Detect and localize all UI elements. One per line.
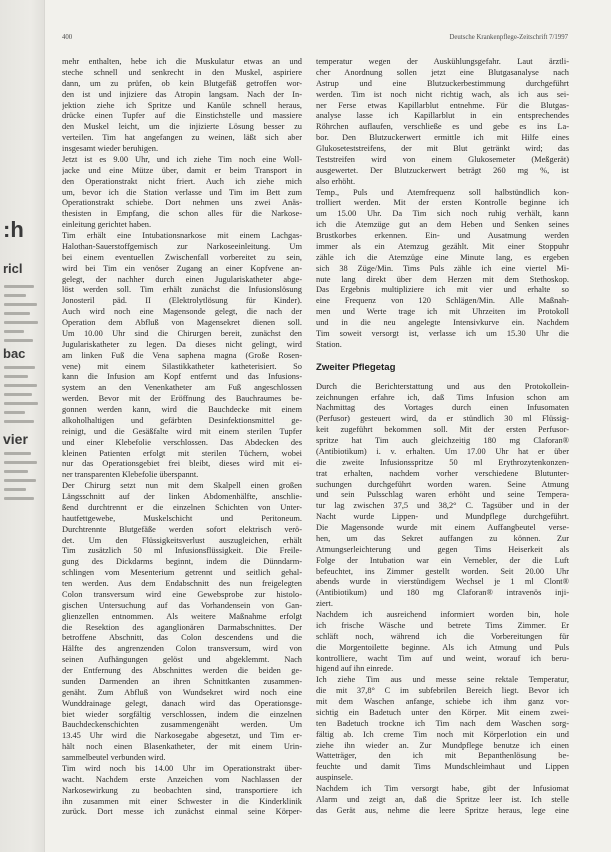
text-line: Teststreifen wird von einem Glukosemeter (Meßgerät) <box>316 154 569 164</box>
text-line: ziehe ihn wieder an. Zur Mundpflege benutze ich einen <box>316 740 569 750</box>
text-line: spritze hat Tim auch gleichzeitig 180 mg Claforan® <box>316 436 569 445</box>
text-line: higend auf ihn einrede. <box>316 664 394 674</box>
text-line: ich frische Wäsche und betrete Tims Zimmer. Er <box>316 620 569 630</box>
edge-text-line <box>4 461 37 464</box>
text-line: ausgewertet. Der Blutzuckerwert beträgt 260 mg %, ist <box>316 165 569 175</box>
text-line: seinen Aufhängungen gelöst und abgeklemmt. Nach <box>62 655 302 665</box>
text-line: löst werden soll. Tim erhält zunächst die Infusionslösung <box>62 285 302 295</box>
text-line: bei einem eventuellen Zwischenfall vorbereitet zu sein, <box>62 252 302 262</box>
text-line: fältig ab. Ich creme Tim noch mit Körperlotion ein und <box>316 729 569 739</box>
edge-text-fragment: ricl <box>3 261 23 276</box>
text-line: Halothan-Sauerstoffgemisch zur Narkoseeinleitung. Um <box>62 241 302 251</box>
text-line: drücke einen Tupfer auf die Einstichstelle und massiere <box>62 111 302 121</box>
edge-text-line <box>4 330 24 333</box>
edge-text-line <box>4 321 38 324</box>
text-line: Nachdem ich Tim versorgt habe, gibt der Infusiomat <box>316 784 569 793</box>
text-line: und einer Klebefolie verschlossen. Das Abdecken des <box>62 437 302 447</box>
edge-text-line <box>4 375 28 378</box>
section-heading: Zweiter Pflegetag <box>316 361 396 373</box>
text-line: (Antibiotikum) i. v. erhalten. Um 17.00 Uhr hat er über <box>316 446 569 456</box>
text-line: die Resektion des aganglionären Darmabschnittes. Der <box>62 622 302 632</box>
text-line: nur das Operationsgebiet frei bleibt, dieses wird mit ei- <box>62 459 302 469</box>
text-line: Tim zusätzlich 50 ml Infusionsflüssigkeit. Die Freile- <box>62 546 302 556</box>
paragraph <box>62 155 302 231</box>
text-line: sichtig ein Badetuch unter den Körper. Mit einem zwei- <box>316 707 569 717</box>
text-line: 13.45 Uhr wird die Narkosegabe abgesetzt, und Tim er- <box>62 731 302 741</box>
paragraph <box>62 481 302 764</box>
text-line: der Entfernung des Abschnittes werden die beiden ge- <box>62 666 302 675</box>
text-line: hen, um das Sekret auffangen zu können. Zur <box>316 533 569 543</box>
text-line: alkoholhaltigen und gefärbten Desinfektionsmittel ge- <box>62 415 302 425</box>
text-line: die mit 37,8° C im subfebrilen Bereich liegt. Bevor ich <box>316 686 569 696</box>
text-line: Ich ziehe Tim aus und messe seine rektale Temperatur, <box>316 675 569 685</box>
text-line: die zweite Infusionsspritze 50 ml Erythrozytenkonzen- <box>316 457 569 467</box>
text-line: eine Frequenz von 120 Schlägen/Min. Alle Maßnah- <box>316 296 569 306</box>
text-line: das Gerät aus, nehme die leere Spritze heraus, lege eine <box>316 805 569 815</box>
text-line: system an den Venenkatheter am Fuß angeschlossen <box>62 383 302 393</box>
text-line: Die Magensonde wurde mit einem Auffangbeutel verse- <box>316 523 569 532</box>
text-line: auspinsele. <box>316 773 353 783</box>
text-line: gung des Dickdarms beginnt, indem die Dünndarm- <box>62 557 302 567</box>
text-line: insgesamt wieder beruhigen. <box>62 144 159 153</box>
edge-text-line <box>4 470 28 473</box>
text-line: keit zugeführt bekommen soll. Mit der ersten Perfusor- <box>316 425 569 435</box>
text-line: Röhrchen auflaufen, verschließe es und gebe es ins La- <box>316 122 569 132</box>
text-line: ten werden. Aus dem Endabschnitt des nun freigelegten <box>62 579 302 588</box>
text-line: betroffene Abschnitt, das Colon descendens und die <box>62 633 302 643</box>
text-line: immer als ein Atemzug gezählt. Mit einer Stoppuhr <box>316 241 569 251</box>
text-line: um, bevor ich die Station verlasse und Tim im Bett zum <box>62 187 302 197</box>
paragraph <box>316 57 569 188</box>
text-line: abends wurde in vierstündigem Wechsel je 1 ml Clont® <box>316 577 569 587</box>
text-line: kontrolliere, wacht Tim auf und weint, worauf ich beru- <box>316 653 569 663</box>
text-line: ner transparenten Klebefolie überspannt. <box>62 470 199 480</box>
text-line: reinigt, und die Gesäßfalte wird mit einem sterilen Tupfer <box>62 426 302 436</box>
edge-text-fragment: bac <box>3 346 26 361</box>
text-line: trat erhalten, nachdem vorher verschiedene Blutunter- <box>316 468 569 478</box>
journal-title: Deutsche Krankenpflege-Zeitschrift 7/1997 <box>449 34 568 41</box>
text-line: und sein Pulsschlag waren erhöht und seine Tempera- <box>316 490 569 500</box>
text-line: Jetzt ist es 9.00 Uhr, und ich ziehe Tim noch eine Woll- <box>62 154 302 164</box>
text-line: Atmungserleichterung und gegen Tims Heiserkeit als <box>316 544 569 554</box>
edge-text-line <box>4 497 34 500</box>
text-line: cher Anordnung sollen jetzt eine Blutgasanalyse nach <box>316 67 569 77</box>
text-line: Hälfte des angrenzenden Colon transversum, wird von <box>62 644 302 654</box>
edge-text-fragment: vier <box>3 431 28 447</box>
text-line: ich die Atemzüge gut an dem Heben und Senken seines <box>316 220 569 230</box>
text-line: Watteträger, den ich mit Bepanthenlösung be- <box>316 751 569 761</box>
adjacent-page-edge <box>0 0 45 852</box>
text-line: Operation dem Abfluß von Magensekret dienen soll. <box>62 318 302 327</box>
text-line: Narkosewirkung zu beobachten sind, transportiere ich <box>62 785 302 795</box>
edge-text-line <box>4 285 34 288</box>
text-line: und in die neu angelegte Intensivkurve ein. Nachdem <box>316 318 569 327</box>
text-line: Tim soweit versorgt ist, verlasse ich um 15.30 Uhr die <box>316 328 569 338</box>
paragraph <box>316 188 569 351</box>
text-line: jektion ziehe ich Spritze und Kanüle schnell heraus, <box>62 100 302 110</box>
edge-text-line <box>4 488 26 491</box>
text-line: kann die Infusion am Kopf entfernt und das Infusions- <box>62 372 302 382</box>
text-line: Operationstrakt schiebe. Dort nehmen uns zwei Anäs- <box>62 198 302 208</box>
text-line: thesisten in Empfang, die schon alles für die Narkose- <box>62 209 302 219</box>
text-line: sunden Darmenden an ihren Schnittkanten zusammen- <box>62 676 302 686</box>
text-line: ziert. <box>316 599 333 609</box>
text-line: zurück. Dort messe ich zunächst einmal seine Körper- <box>62 807 302 817</box>
text-line: gelegt, der nachher durch einen Jugulariskatheter abge- <box>62 274 302 284</box>
text-line: am linken Fuß die Vena saphena magna (Große Rosen- <box>62 350 302 360</box>
text-line: (Antibiotikum) und 180 mg Claforan® intravenös inji- <box>316 588 569 598</box>
text-line: jacke und eine Mütze über, damit er beim Transport in <box>62 165 302 175</box>
text-line: gonnen werden kann, wird die Bauchdecke mit einem <box>62 405 302 414</box>
text-line: Durchtrennte Blutgefäße werden sofort elektrisch verö- <box>62 524 302 534</box>
text-line: Tim wird noch bis 14.00 Uhr im Operationstrakt über- <box>62 763 302 773</box>
text-line: also erhöht. <box>316 176 356 186</box>
text-line: ten Badetuch trockne ich Tim nach dem Waschen sorg- <box>316 718 569 728</box>
paragraph <box>316 382 569 610</box>
paragraph <box>316 675 569 784</box>
text-line: Astrup und eine Blutzuckerbestimmung durchgeführt <box>316 78 569 88</box>
text-line: tur lag zwischen 37,5 und 38,2° C. Tagsüber und in der <box>316 501 569 511</box>
text-line: befeuchtet, ins Zimmer gestellt worden. Seit 20.00 Uhr <box>316 566 569 576</box>
text-line: einleitung gerichtet haben. <box>62 220 152 230</box>
edge-text-line <box>4 420 34 423</box>
text-line: Glukoseteststreifens, der mit Blut getränkt wird; das <box>316 144 569 153</box>
edge-text-line <box>4 411 25 414</box>
text-line: die Morgentoilette beginne. Als ich Atmung und Puls <box>316 642 569 652</box>
text-line: genäht. Zum Abfluß von Wundsekret wird noch eine <box>62 687 302 697</box>
text-line: werden. Tim ist noch nicht richtig wach, als ich aus sei- <box>316 89 569 99</box>
text-line: verteilen. Tim hat angefangen zu weinen, läßt sich aber <box>62 133 302 143</box>
text-line: bor. Den Blutzuckerwert ermittle ich mit Hilfe eines <box>316 133 569 143</box>
text-line: hautfettgewebe, Muskelschicht und Peritoneum. <box>62 513 302 523</box>
text-line: werden. Bevor mit der Eröffnung des Bauchraumes be- <box>62 394 302 404</box>
paragraph <box>316 784 569 817</box>
text-line: kleinen Patienten erfolgt mit sterilen Tüchern, wobei <box>62 448 302 458</box>
text-line: feuchte und damit Tims Mundschleimhaut und Lippen <box>316 762 569 772</box>
text-line: wacht. Nachdem erste Anzeichen vom Nachlassen der <box>62 774 302 784</box>
text-line: mehr enthalten, hebe ich die Muskulatur etwas an und <box>62 57 302 66</box>
text-line: hält noch einen Blasenkatheter, der mit einem Urin- <box>62 742 302 752</box>
edge-text-fragment: :h <box>3 217 24 242</box>
paragraph <box>316 610 569 675</box>
text-line: gischen Untersuchung auf das Vorhandensein von Gan- <box>62 600 302 610</box>
text-line: Nachmittag des Vortages durch einen Infusomaten <box>316 403 569 413</box>
text-line: den Muskel leicht, um die injizierte Lösung besser zu <box>62 122 302 132</box>
edge-text-line <box>4 294 26 297</box>
text-line: Station. <box>316 339 342 349</box>
text-line: Wunddrainage gelegt, danach wird das Operationsge- <box>62 698 302 708</box>
text-line: ner Ferse etwas Kapillarblut entnehme. Für die Blutgas- <box>316 100 569 110</box>
text-line: Temp., Puls und Atemfrequenz soll halbstündlich kon- <box>316 187 569 197</box>
text-line: (Perfusor) gesteuert wird, da er stündlich 30 ml Flüssig- <box>316 414 569 424</box>
text-line: trolliert werden. Mit der ersten Kontrolle beginne ich <box>316 198 569 208</box>
edge-text-line <box>4 339 33 342</box>
page-number: 400 <box>62 34 73 41</box>
paragraph <box>62 231 302 481</box>
edge-text-line <box>4 303 37 306</box>
text-line: zähle ich die Atemzüge eine Minute lang, es ergeben <box>316 252 569 262</box>
text-line: steche schnell und senkrecht in den Muskel, aspiriere <box>62 67 302 77</box>
text-line: sammelbeutel verbunden wird. <box>62 753 166 762</box>
text-line: sich 38 Züge/Min. Tims Puls zähle ich eine viertel Mi- <box>316 263 569 273</box>
text-line: Jonosteril päd. II (Elektrolytlösung für Kinder). <box>62 296 302 306</box>
text-line: Colon transversum wird eine Gewebsprobe zur histolo- <box>62 589 302 599</box>
text-line: analyse lasse ich Kapillarblut in ein entsprechendes <box>316 111 569 121</box>
text-line: men und Werte trage ich mit Uhrzeiten im Protokoll <box>316 307 569 317</box>
text-line: glienzellen entnommen. Als weitere Maßnahme erfolgt <box>62 611 302 621</box>
text-line: ßend durchtrennt er die einzelnen Schichten von Unter- <box>62 502 302 512</box>
text-line: schlingen vom Mesenterium getrennt und seitlich gehal- <box>62 568 302 578</box>
text-line: Brustkorbes erkennen. Ein- und Ausatmung werden <box>316 231 569 240</box>
edge-text-line <box>4 366 35 369</box>
text-line: Alarm und zeigt an, daß die Spritze leer ist. Ich stelle <box>316 794 569 804</box>
paragraph <box>62 764 302 818</box>
text-line: Tim erhält eine Intubationsnarkose mit einem Lachgas- <box>62 231 302 240</box>
text-line: Auch wird noch eine Magensonde gelegt, die nach der <box>62 307 302 317</box>
text-line: Nachdem ich ausreichend informiert worden bin, hole <box>316 610 569 619</box>
text-line: wird bei Tim ein venöser Zugang an einer Kopfvene an- <box>62 263 302 273</box>
text-line: Das Ergebnis multipliziere ich mit vier und erhalte so <box>316 285 569 295</box>
text-line: det. Um den Flüssigkeitsverlust auszugleichen, erhält <box>62 535 302 545</box>
text-line: suchungen durchgeführt worden waren. Seine Atmung <box>316 479 569 489</box>
text-line: Längsschnitt auf der linken Abdomenhälfte, anschlie- <box>62 492 302 501</box>
text-line: Folge der Intubation war ein Vernebler, der die Luft <box>316 555 569 565</box>
text-line: Bauchdeckenschichten zusammengenäht werden. Um <box>62 720 302 730</box>
text-line: dann, um zu prüfen, ob kein Blutgefäß getroffen wor- <box>62 78 302 88</box>
text-line: Nacht wurde Lippen- und Mundpflege durchgeführt. <box>316 512 569 522</box>
text-line: Der Chirurg setzt nun mit dem Skalpell einen großen <box>62 481 302 491</box>
text-line: biet wieder sorgfältig verschlossen, indem die einzelnen <box>62 709 302 719</box>
edge-text-line <box>4 393 32 396</box>
text-line: vene) mit einem Silastikkatheter katheterisiert. So <box>62 361 302 371</box>
paragraph <box>62 57 302 155</box>
edge-text-line <box>4 452 31 455</box>
edge-text-line <box>4 402 38 405</box>
text-line: Jugulariskatheter zu legen. Da dieses nicht gelingt, wird <box>62 339 302 349</box>
text-line: schläft noch, während ich die Vorbereitungen für <box>316 631 569 641</box>
text-line: Um 10.00 Uhr sind die Chirurgen bereit, zunächst den <box>62 328 302 338</box>
text-line: mit dem Waschen anfange, schiebe ich ihm ganz vor- <box>316 697 569 706</box>
edge-text-line <box>4 384 37 387</box>
text-line: Durch die Berichterstattung und aus den Protokollein- <box>316 381 569 391</box>
text-line: temperatur wegen der Auskühlungsgefahr. Laut ärztli- <box>316 57 569 66</box>
text-line: um 15.00 Uhr. Da Tim sich noch ruhig verhält, kann <box>316 209 569 219</box>
text-line: den ist und injiziere das Atropin langsam. Nach der In- <box>62 89 302 99</box>
edge-text-line <box>4 479 36 482</box>
right-column <box>316 57 569 817</box>
text-line: den Operationstrakt nicht friert. Auch ich ziehe mich <box>62 176 302 186</box>
text-line: nute lang direkt über dem Herzen mit dem Stethoskop. <box>316 274 569 284</box>
text-line: zeichnungen erfahre ich, daß Tims Infusion schon am <box>316 392 569 402</box>
text-line: ihn zusammen mit einer Schwester in die Kinderklinik <box>62 796 302 806</box>
edge-text-line <box>4 312 30 315</box>
left-column <box>62 57 302 818</box>
